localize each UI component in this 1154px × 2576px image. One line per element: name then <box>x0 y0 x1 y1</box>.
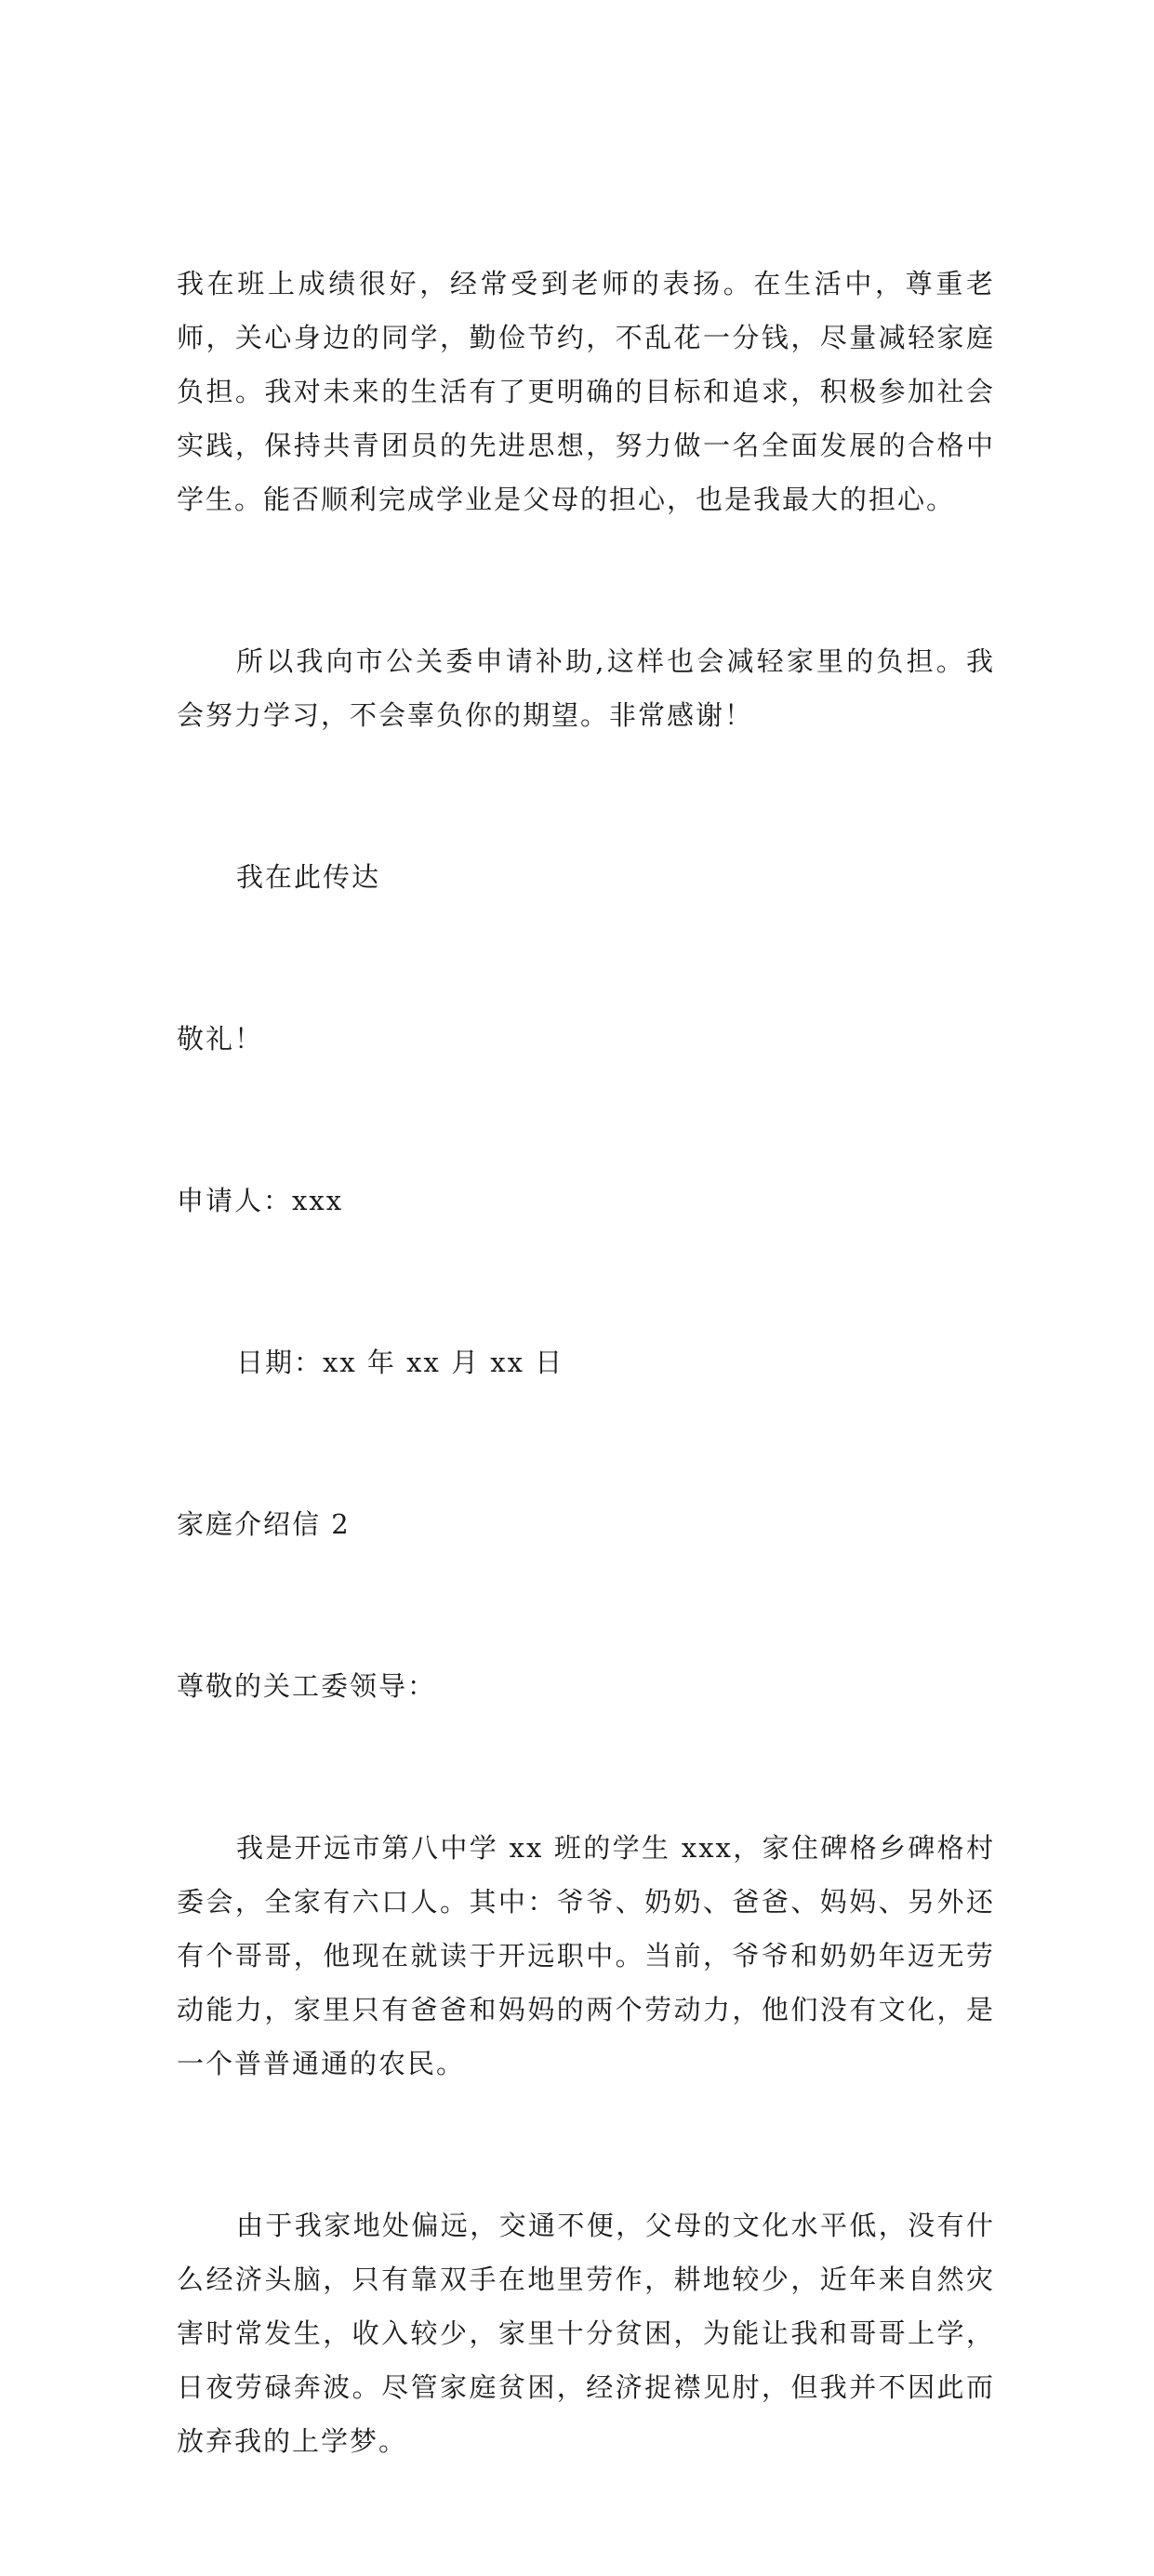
section-title: 家庭介绍信 2 <box>177 1508 351 1540</box>
body-paragraph: 所以我向市公关委申请补助,这样也会减轻家里的负担。我会努力学习，不会辜负你的期望。非常感谢！ <box>177 645 995 731</box>
salutation: 尊敬的关工委领导： <box>177 1670 437 1702</box>
body-paragraph: 由于我家地处偏远，交通不便，父母的文化水平低，没有什么经济头脑，只有靠双手在地里劳作，耕地较少，近年来自然灾害时常发生，收入较少，家里十分贫困，为能让我和哥哥上学，日夜劳碌奔波。尽管家庭贫困，经济捉襟见肘，但我并不因此而放弃我的上学梦。 <box>177 2210 995 2457</box>
body-paragraph: 我在班上成绩很好，经常受到老师的表扬。在生活中，尊重老师，关心身边的同学，勤俭节约，不乱花一分钱，尽量减轻家庭负担。我对未来的生活有了更明确的目标和追求，积极参加社会实践，保持共青团员的先进思想，努力做一名全面发展的合格中学生。能否顺利完成学业是父母的担心，也是我最大的担心。 <box>177 268 995 515</box>
closing-salute: 敬礼！ <box>177 1023 264 1055</box>
closing-phrase: 我在此传达 <box>236 861 381 893</box>
body-paragraph: 我是开远市第八中学 xx 班的学生 xxx，家住碑格乡碑格村委会，全家有六口人。其中：爷爷、奶奶、爸爸、妈妈、另外还有个哥哥，他现在就读于开远职中。当前，爷爷和奶奶年迈无劳动能力，家里只有爸爸和妈妈的两个劳动力，他们没有文化，是一个普普通通的农民。 <box>177 1832 995 2079</box>
applicant-line: 申请人：xxx <box>177 1185 344 1216</box>
document-body <box>177 149 995 2576</box>
date-line: 日期：xx 年 xx 月 xx 日 <box>236 1347 564 1378</box>
